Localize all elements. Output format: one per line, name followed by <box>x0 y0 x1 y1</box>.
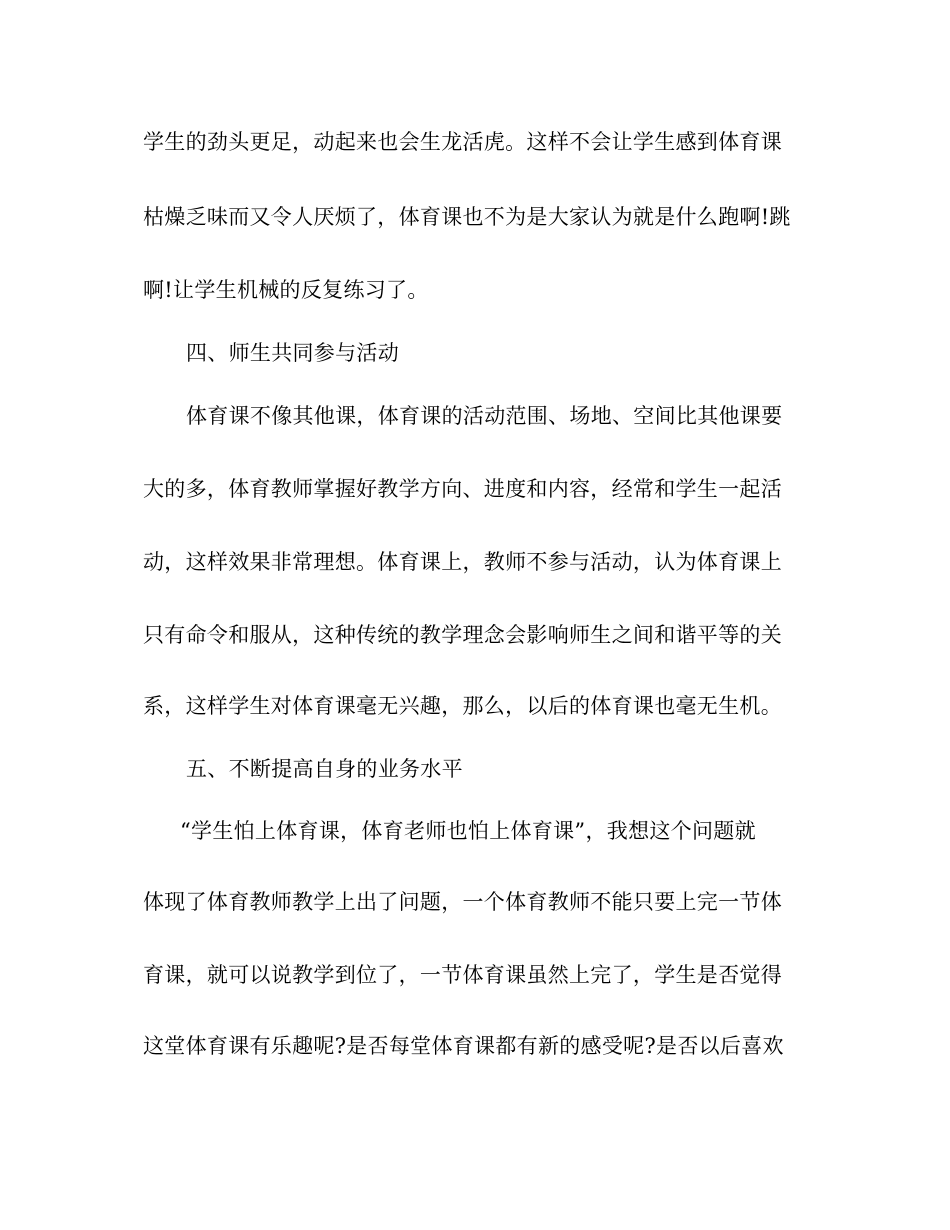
paragraph-line: 体育课不像其他课，体育课的活动范围、场地、空间比其他课要 <box>186 404 783 428</box>
paragraph-line: 系，这样学生对体育课毫无兴趣，那么，以后的体育课也毫无生机。 <box>143 694 782 718</box>
paragraph-line: 大的多，体育教师掌握好教学方向、进度和内容，经常和学生一起活 <box>143 477 782 501</box>
section-heading: 四、师生共同参与活动 <box>186 341 399 365</box>
section-heading: 五、不断提高自身的业务水平 <box>186 757 463 781</box>
paragraph-line: 育课，就可以说教学到位了，一节体育课虽然上完了，学生是否觉得 <box>143 963 782 987</box>
paragraph-line: “学生怕上体育课，体育老师也怕上体育课”，我想这个问题就 <box>180 819 756 843</box>
paragraph-line: 这堂体育课有乐趣呢?是否每堂体育课都有新的感受呢?是否以后喜欢 <box>143 1034 784 1058</box>
paragraph-line: 学生的劲头更足，动起来也会生龙活虎。这样不会让学生感到体育课 <box>143 130 782 154</box>
paragraph-line: 只有命令和服从，这种传统的教学理念会影响师生之间和谐平等的关 <box>143 623 782 647</box>
paragraph-line: 动，这样效果非常理想。体育课上，教师不参与活动，认为体育课上 <box>143 550 782 574</box>
paragraph-line: 体现了体育教师教学上出了问题，一个体育教师不能只要上完一节体 <box>143 890 782 914</box>
paragraph-line: 枯燥乏味而又令人厌烦了，体育课也不为是大家认为就是什么跑啊!跳 <box>143 205 791 229</box>
paragraph-line: 啊!让学生机械的反复练习了。 <box>143 278 429 302</box>
